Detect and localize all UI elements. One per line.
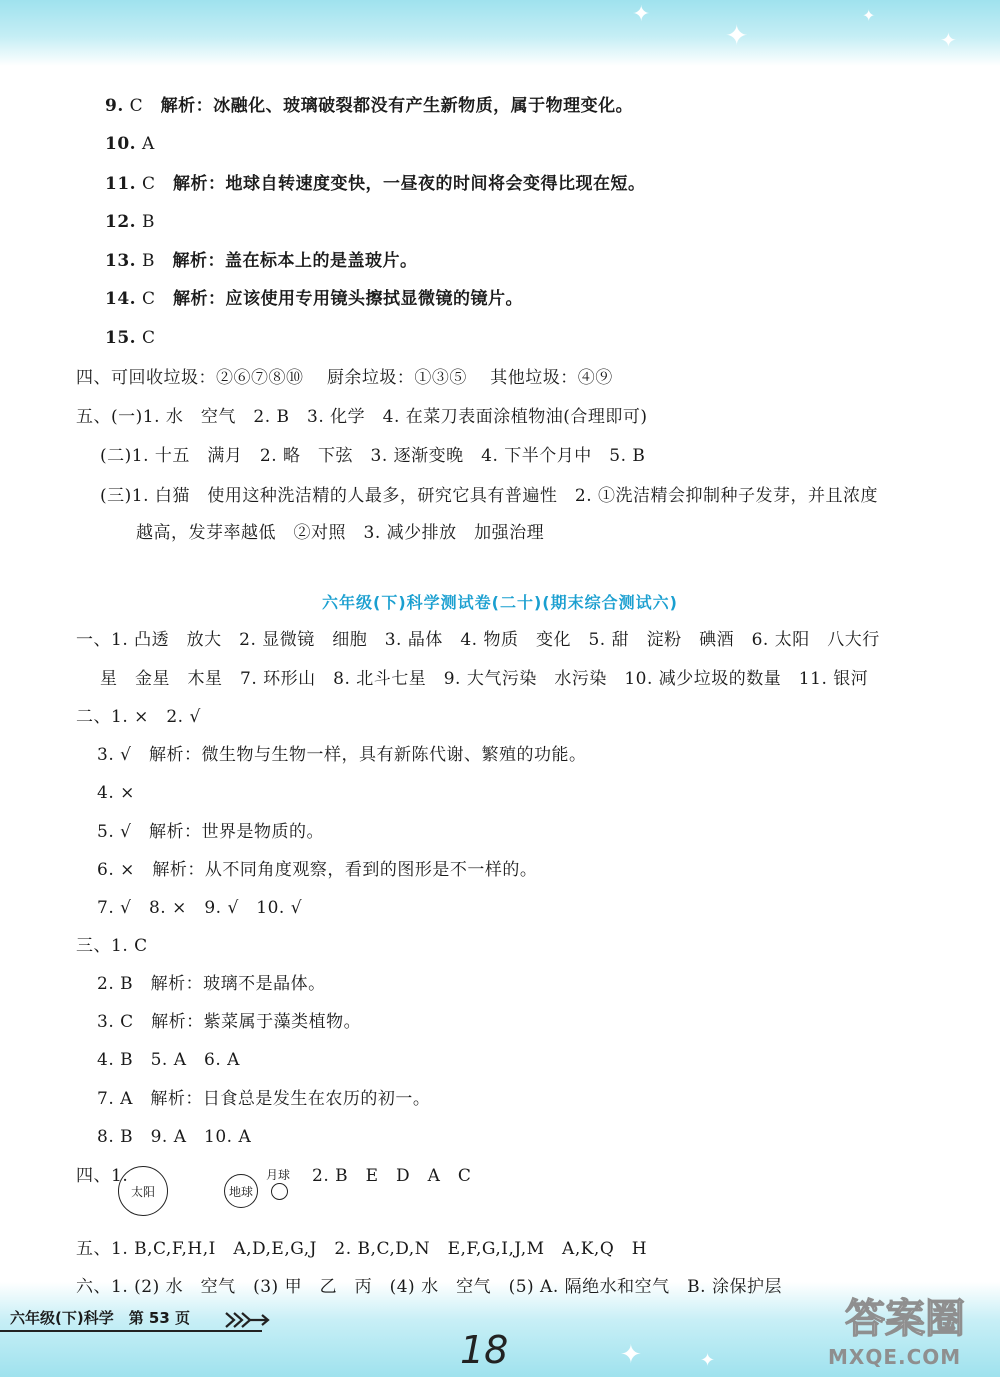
answer-line: 六、1. (2) 水 空气 (3) 甲 乙 丙 (4) 水 空气 (5) A. 隔绝水和空气 B. 涂保护层 [76, 1277, 782, 1297]
moon-diagram-circle [271, 1183, 288, 1200]
answer-line: 2. B 解析：玻璃不是晶体。 [97, 974, 326, 994]
answer-line: 7. A 解析：日食总是发生在农历的初一。 [97, 1089, 431, 1109]
answer-line: (三)1. 白猫 使用这种洗洁精的人最多，研究它具有普遍性 2. ①洗洁精会抑制种子发芽，并且浓度 [100, 486, 879, 506]
answer-line: 9. C 解析：冰融化、玻璃破裂都没有产生新物质，属于物理变化。 [105, 96, 634, 116]
answer-line: 二、1. × 2. √ [76, 707, 201, 727]
section-title: 六年级(下)科学测试卷(二十)(期末综合测试六) [322, 593, 678, 612]
top-decorative-band [0, 0, 1000, 66]
answer-line: 8. B 9. A 10. A [97, 1127, 252, 1147]
answer-line: 三、1. C [76, 936, 148, 956]
answer-line: 越高，发芽率越低 ②对照 3. 减少排放 加强治理 [136, 523, 545, 543]
answer-line: 12. B [105, 212, 155, 232]
answer-line: 13. B 解析：盖在标本上的是盖玻片。 [105, 251, 418, 271]
answer-line: 4. B 5. A 6. A [97, 1050, 240, 1070]
answer-line: (二)1. 十五 满月 2. 略 下弦 3. 逐渐变晚 4. 下半个月中 5. B [100, 446, 646, 466]
watermark-url: MXQE.COM [828, 1345, 962, 1369]
answer-line: 10. A [105, 134, 155, 154]
answer-line: 5. √ 解析：世界是物质的。 [97, 822, 324, 842]
answer-line: 星 金星 木星 7. 环形山 8. 北斗七星 9. 大气污染 水污染 10. 减少垃圾的数量 11. 银河 [100, 669, 869, 689]
handwritten-page-number: 18 [460, 1328, 509, 1372]
answer-line: 2. B E D A C [312, 1166, 472, 1186]
answer-line: 五、1. B,C,F,H,I A,D,E,G,J 2. B,C,D,N E,F,G,I,J,M A,K,Q H [76, 1239, 648, 1259]
answer-line: 四、可回收垃圾：②⑥⑦⑧⑩ 厨余垃圾：①③⑤ 其他垃圾：④⑨ [76, 368, 613, 388]
footer-rule [0, 1330, 262, 1332]
sparkle-icon: ✦ [620, 1340, 642, 1370]
moon-label: 月球 [266, 1168, 291, 1182]
sparkle-icon: ✦ [862, 6, 876, 25]
answer-line: 11. C 解析：地球自转速度变快，一昼夜的时间将会变得比现在短。 [105, 174, 646, 194]
answer-line: 四、1. [76, 1166, 129, 1186]
answer-line: 五、(一)1. 水 空气 2. B 3. 化学 4. 在菜刀表面涂植物油(合理即可) [76, 407, 648, 427]
answer-line: 6. × 解析：从不同角度观察，看到的图形是不一样的。 [97, 860, 538, 880]
answer-line: 7. √ 8. × 9. √ 10. √ [97, 898, 303, 918]
watermark-logo-text: 答案圈 [845, 1296, 965, 1342]
sun-diagram-circle [118, 1166, 168, 1216]
answer-line: 3. √ 解析：微生物与生物一样，具有新陈代谢、繁殖的功能。 [97, 745, 587, 765]
watermark-logo [820, 1290, 990, 1348]
page-footer-label: 六年级(下)科学 第 53 页 [10, 1309, 191, 1327]
answer-line: 15. C [105, 328, 156, 348]
sparkle-icon: ✦ [940, 28, 957, 52]
answer-line: 3. C 解析：紫菜属于藻类植物。 [97, 1012, 362, 1032]
answer-line: 14. C 解析：应该使用专用镜头擦拭显微镜的镜片。 [105, 289, 523, 309]
answer-line: 4. × [97, 783, 135, 803]
sparkle-icon: ✦ [700, 1350, 716, 1371]
sparkle-icon: ✦ [632, 2, 651, 27]
sparkle-icon: ✦ [725, 19, 749, 52]
earth-diagram-circle [224, 1174, 258, 1208]
answer-line: 一、1. 凸透 放大 2. 显微镜 细胞 3. 晶体 4. 物质 变化 5. 甜 淀粉 碘酒 6. 太阳 八大行 [76, 630, 880, 650]
double-arrow-icon [224, 1310, 270, 1330]
earth-label: 地球 [228, 1184, 253, 1199]
sun-label: 太阳 [130, 1184, 155, 1199]
